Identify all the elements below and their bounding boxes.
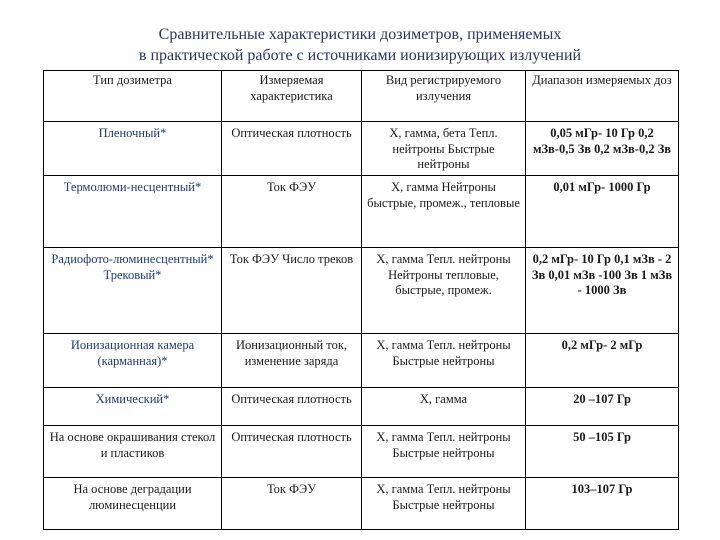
header-characteristic: Измеряемая характеристика [222,71,362,122]
cell-range: 0,05 мГр- 10 Гр 0,2 мЗв-0,5 Зв 0,2 мЗв-0,2 Зв [526,122,679,176]
cell-type: Ионизационная камера (карманная)* [44,334,222,388]
table-row [44,176,679,248]
cell-type: Термолюми-несцентный* [44,176,222,248]
cell-characteristic: Оптическая плотность [222,388,362,426]
cell-radiation: X, гамма Нейтроны быстрые, промеж., тепловые [362,176,526,248]
cell-range: 20 –107 Гр [526,388,679,426]
table-row [44,478,679,530]
cell-radiation: X, гамма Тепл. нейтроны Нейтроны тепловые, быстрые, промеж. [362,248,526,334]
cell-range: 103–107 Гр [526,478,679,530]
cell-type: На основе деградации люминесценции [44,478,222,530]
table-row [44,334,679,388]
cell-radiation: X, гамма Тепл. нейтроны Быстрые нейтроны [362,426,526,478]
header-type: Тип дозиметра [44,71,222,122]
table-row [44,122,679,176]
cell-range: 50 –105 Гр [526,426,679,478]
cell-characteristic: Ток ФЭУ [222,176,362,248]
dosimeter-table [43,70,679,530]
cell-type: На основе окрашивания стекол и пластиков [44,426,222,478]
header-radiation: Вид регистрируемого излучения [362,71,526,122]
header-range: Диапазон измеряемых доз [526,71,679,122]
title-line-2: в практической работе с источниками ионизирующих излучений [138,47,582,64]
table-header-row [44,71,679,122]
cell-type: Пленочный* [44,122,222,176]
cell-radiation: X, гамма, бета Тепл. нейтроны Быстрые нейтроны [362,122,526,176]
cell-type: Химический* [44,388,222,426]
cell-radiation: X, гамма Тепл. нейтроны Быстрые нейтроны [362,478,526,530]
cell-characteristic: Оптическая плотность [222,122,362,176]
cell-range: 0,01 мГр- 1000 Гр [526,176,679,248]
cell-range: 0,2 мГр- 2 мГр [526,334,679,388]
document-title [0,24,720,66]
title-line-1: Сравнительные характеристики дозиметров, применяемых [158,26,562,43]
table-row [44,388,679,426]
cell-characteristic: Ток ФЭУ [222,478,362,530]
cell-type: Радиофото-люминесцентный* Трековый* [44,248,222,334]
cell-radiation: X, гамма [362,388,526,426]
table-row [44,426,679,478]
cell-radiation: X, гамма Тепл. нейтроны Быстрые нейтроны [362,334,526,388]
cell-characteristic: Оптическая плотность [222,426,362,478]
cell-characteristic: Ток ФЭУ Число треков [222,248,362,334]
cell-characteristic: Ионизационный ток, изменение заряда [222,334,362,388]
cell-range: 0,2 мГр- 10 Гр 0,1 мЗв - 2 Зв 0,01 мЗв -100 Зв 1 мЗв - 1000 Зв [526,248,679,334]
table-row [44,248,679,334]
